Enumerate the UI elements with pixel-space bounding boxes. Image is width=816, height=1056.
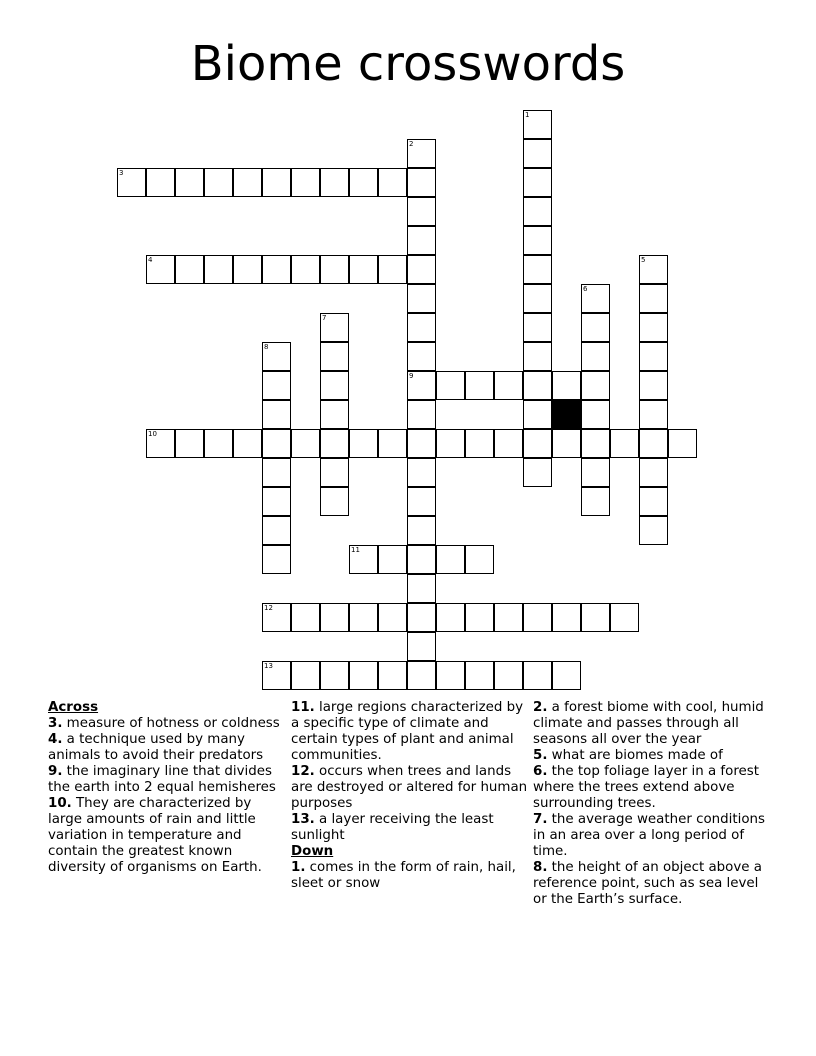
grid-cell[interactable] — [407, 400, 436, 429]
clue-text: the average weather conditions in an area over a long period of time. — [533, 812, 766, 859]
grid-cell[interactable] — [581, 284, 610, 313]
grid-cell[interactable] — [407, 545, 436, 574]
grid-cell[interactable] — [523, 400, 552, 429]
grid-cell[interactable] — [581, 429, 610, 458]
grid-cell[interactable] — [523, 371, 552, 400]
clue-text: the imaginary line that divides the earth into 2 equal hemisheres — [48, 764, 276, 795]
grid-cell[interactable] — [523, 197, 552, 226]
grid-cell[interactable] — [639, 429, 668, 458]
grid-cell[interactable] — [233, 168, 262, 197]
clue-number: 2. — [533, 700, 548, 715]
grid-cell[interactable] — [610, 603, 639, 632]
grid-cell[interactable] — [523, 458, 552, 487]
grid-cell[interactable] — [320, 371, 349, 400]
grid-cell[interactable] — [407, 603, 436, 632]
grid-cell[interactable] — [552, 661, 581, 690]
grid-cell[interactable] — [262, 168, 291, 197]
grid-cell[interactable] — [436, 371, 465, 400]
grid-cell[interactable] — [175, 255, 204, 284]
grid-cell[interactable] — [378, 661, 407, 690]
clue-number: 9. — [48, 764, 63, 779]
grid-cell[interactable] — [436, 661, 465, 690]
grid-cell[interactable] — [320, 313, 349, 342]
grid-cell[interactable] — [349, 603, 378, 632]
grid-cell[interactable] — [146, 168, 175, 197]
clue-number-label: 3 — [119, 169, 124, 177]
clue-number: 10. — [48, 796, 72, 811]
clues-column-1 — [48, 700, 288, 876]
down-clue — [533, 812, 768, 860]
grid-cell[interactable] — [146, 255, 175, 284]
grid-cell[interactable] — [581, 487, 610, 516]
grid-cell[interactable] — [262, 255, 291, 284]
grid-cell[interactable] — [494, 371, 523, 400]
grid-cell[interactable] — [204, 255, 233, 284]
grid-cell[interactable] — [639, 400, 668, 429]
grid-cell[interactable] — [552, 371, 581, 400]
grid-cell[interactable] — [378, 168, 407, 197]
grid-cell[interactable] — [262, 458, 291, 487]
grid-cell[interactable] — [349, 545, 378, 574]
clue-number: 4. — [48, 732, 63, 747]
grid-cell[interactable] — [465, 545, 494, 574]
grid-cell[interactable] — [291, 661, 320, 690]
grid-cell[interactable] — [523, 168, 552, 197]
grid-cell[interactable] — [407, 342, 436, 371]
grid-cell[interactable] — [523, 313, 552, 342]
grid-cell[interactable] — [204, 168, 233, 197]
clue-number-label: 4 — [148, 256, 153, 264]
grid-cell[interactable] — [552, 603, 581, 632]
grid-cell[interactable] — [407, 255, 436, 284]
grid-cell[interactable] — [407, 429, 436, 458]
clue-number: 3. — [48, 716, 63, 731]
grid-cell[interactable] — [407, 516, 436, 545]
across-clue — [48, 732, 288, 764]
clue-text: the height of an object above a reference point, such as sea level or the Earth’s surface. — [533, 860, 762, 907]
across-clue — [48, 716, 288, 732]
grid-cell[interactable] — [262, 371, 291, 400]
grid-cell[interactable] — [407, 458, 436, 487]
clue-number-label: 1 — [525, 111, 530, 119]
grid-cell[interactable] — [494, 661, 523, 690]
clue-number: 5. — [533, 748, 548, 763]
clue-number: 8. — [533, 860, 548, 875]
grid-cell[interactable] — [465, 371, 494, 400]
down-clue — [291, 860, 529, 892]
grid-cell[interactable] — [407, 226, 436, 255]
grid-cell[interactable] — [523, 429, 552, 458]
grid-cell[interactable] — [378, 429, 407, 458]
grid-cell[interactable] — [407, 661, 436, 690]
clue-text: measure of hotness or coldness — [66, 716, 280, 731]
grid-cell[interactable] — [523, 342, 552, 371]
grid-cell[interactable] — [146, 429, 175, 458]
grid-cell[interactable] — [204, 429, 233, 458]
grid-cell[interactable] — [407, 197, 436, 226]
grid-cell[interactable] — [407, 371, 436, 400]
clue-number: 7. — [533, 812, 548, 827]
grid-cell[interactable] — [523, 661, 552, 690]
grid-cell[interactable] — [494, 603, 523, 632]
grid-cell[interactable] — [639, 342, 668, 371]
grid-cell[interactable] — [320, 429, 349, 458]
grid-cell[interactable] — [291, 168, 320, 197]
grid-cell[interactable] — [436, 545, 465, 574]
grid-cell[interactable] — [523, 284, 552, 313]
grid-cell[interactable] — [465, 603, 494, 632]
grid-cell[interactable] — [262, 429, 291, 458]
across-header: Across — [48, 700, 99, 715]
grid-cell[interactable] — [349, 168, 378, 197]
grid-cell[interactable] — [523, 110, 552, 139]
clue-number: 6. — [533, 764, 548, 779]
grid-cell[interactable] — [581, 342, 610, 371]
down-clue — [533, 700, 768, 748]
grid-cell[interactable] — [436, 429, 465, 458]
grid-cell[interactable] — [233, 429, 262, 458]
grid-cell[interactable] — [291, 255, 320, 284]
grid-cell[interactable] — [320, 458, 349, 487]
across-clue — [48, 764, 288, 796]
grid-cell[interactable] — [291, 603, 320, 632]
clue-number: 12. — [291, 764, 315, 779]
clue-number: 11. — [291, 700, 315, 715]
grid-cell[interactable] — [523, 255, 552, 284]
grid-cell[interactable] — [639, 284, 668, 313]
grid-cell[interactable] — [407, 313, 436, 342]
page-title: Biome crosswords — [190, 36, 626, 92]
grid-cell[interactable] — [581, 313, 610, 342]
grid-cell[interactable] — [320, 661, 349, 690]
clue-text: a forest biome with cool, humid climate and passes through all seasons all over the year — [533, 700, 764, 747]
grid-cell[interactable] — [610, 429, 639, 458]
grid-cell[interactable] — [320, 342, 349, 371]
down-clue — [533, 860, 768, 908]
grid-cell[interactable] — [465, 429, 494, 458]
grid-cell[interactable] — [320, 487, 349, 516]
grid-cell[interactable] — [639, 458, 668, 487]
grid-cell[interactable] — [320, 400, 349, 429]
grid-cell[interactable] — [581, 458, 610, 487]
down-clue — [533, 764, 768, 812]
grid-cell[interactable] — [581, 603, 610, 632]
grid-cell[interactable] — [175, 429, 204, 458]
grid-cell[interactable] — [639, 313, 668, 342]
grid-cell[interactable] — [407, 574, 436, 603]
clue-number-label: 7 — [322, 314, 327, 322]
grid-cell[interactable] — [494, 429, 523, 458]
grid-cell[interactable] — [639, 516, 668, 545]
grid-cell[interactable] — [262, 342, 291, 371]
clues-column-3 — [533, 700, 768, 908]
grid-cell[interactable] — [552, 429, 581, 458]
grid-cell[interactable] — [262, 603, 291, 632]
grid-cell[interactable] — [639, 371, 668, 400]
clue-text: the top foliage layer in a forest where the trees extend above surrounding trees. — [533, 764, 760, 811]
clue-text: a layer receiving the least sunlight — [291, 812, 494, 843]
clue-number: 13. — [291, 812, 315, 827]
across-clue — [291, 700, 529, 764]
grid-cell[interactable] — [581, 400, 610, 429]
grid-cell[interactable] — [378, 255, 407, 284]
down-clue — [533, 748, 768, 764]
grid-cell[interactable] — [407, 168, 436, 197]
grid-cell[interactable] — [407, 632, 436, 661]
grid-cell[interactable] — [407, 139, 436, 168]
clue-text: occurs when trees and lands are destroyed or altered for human purposes — [291, 764, 528, 811]
grid-cell[interactable] — [523, 139, 552, 168]
clues-column-2 — [291, 700, 529, 892]
clue-number-label: 9 — [409, 372, 414, 380]
blocked-cell — [552, 400, 581, 429]
grid-cell[interactable] — [262, 400, 291, 429]
clue-number-label: 11 — [351, 546, 360, 554]
grid-cell[interactable] — [523, 603, 552, 632]
clue-number-label: 13 — [264, 662, 273, 670]
grid-cell[interactable] — [262, 545, 291, 574]
grid-cell[interactable] — [436, 603, 465, 632]
down-header: Down — [291, 844, 334, 859]
grid-cell[interactable] — [320, 255, 349, 284]
clue-number: 1. — [291, 860, 306, 875]
grid-cell[interactable] — [262, 516, 291, 545]
across-clue — [291, 812, 529, 844]
across-clue — [48, 796, 288, 876]
grid-cell[interactable] — [262, 487, 291, 516]
grid-cell[interactable] — [233, 255, 262, 284]
grid-cell[interactable] — [262, 661, 291, 690]
grid-cell[interactable] — [349, 429, 378, 458]
grid-cell[interactable] — [349, 255, 378, 284]
grid-cell[interactable] — [639, 255, 668, 284]
clue-number-label: 10 — [148, 430, 157, 438]
grid-cell[interactable] — [407, 487, 436, 516]
grid-cell[interactable] — [465, 661, 494, 690]
grid-cell[interactable] — [378, 603, 407, 632]
grid-cell[interactable] — [523, 226, 552, 255]
grid-cell[interactable] — [407, 284, 436, 313]
grid-cell[interactable] — [668, 429, 697, 458]
grid-cell[interactable] — [349, 661, 378, 690]
clue-text: large regions characterized by a specific type of climate and certain types of plant and animal communities. — [291, 700, 524, 763]
clue-number-label: 12 — [264, 604, 273, 612]
clue-text: what are biomes made of — [551, 748, 723, 763]
grid-cell[interactable] — [639, 487, 668, 516]
grid-cell[interactable] — [320, 603, 349, 632]
clue-number-label: 6 — [583, 285, 588, 293]
clue-text: They are characterized by large amounts of rain and little variation in temperature and contain the greatest known diversity of organisms on Earth. — [48, 796, 262, 875]
clue-number-label: 8 — [264, 343, 269, 351]
grid-cell[interactable] — [581, 371, 610, 400]
grid-cell[interactable] — [117, 168, 146, 197]
grid-cell[interactable] — [378, 545, 407, 574]
clue-text: comes in the form of rain, hail, sleet or snow — [291, 860, 516, 891]
grid-cell[interactable] — [320, 168, 349, 197]
across-clue — [291, 764, 529, 812]
grid-cell[interactable] — [175, 168, 204, 197]
clue-text: a technique used by many animals to avoid their predators — [48, 732, 264, 763]
clue-number-label: 2 — [409, 140, 414, 148]
grid-cell[interactable] — [291, 429, 320, 458]
clue-number-label: 5 — [641, 256, 646, 264]
